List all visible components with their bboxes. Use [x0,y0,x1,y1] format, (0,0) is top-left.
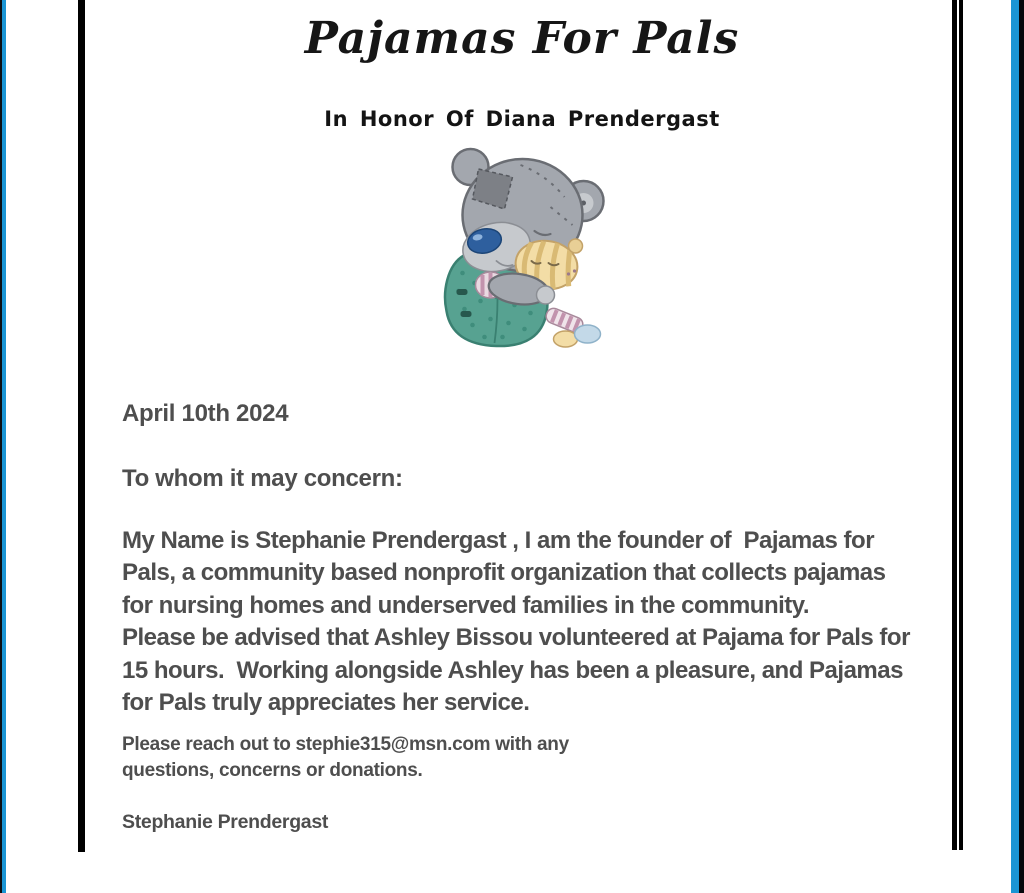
letter-salutation: To whom it may concern: [122,465,403,492]
screen-edge-blue-left [2,0,6,893]
teddy-bear-illustration [433,143,611,348]
screen-edge-blue-right [1011,0,1019,893]
letter-frame-bar-right-inner [959,0,963,850]
letter-paragraph-2: Please be advised that Ashley Bissou volunteered at Pajama for Pals for 15 hours. Working alongside Ashley has been a pleasure, and Pajamas for Pals truly appreciates her service. [122,624,917,717]
letter-content [85,12,952,834]
screen-edge-dark-right [1019,0,1024,893]
letter-frame-bar-left [78,0,85,852]
teddy-bear-image [433,143,611,348]
letter-title: Pajamas For Pals [304,13,740,64]
letter-paragraph-1: My Name is Stephanie Prendergast , I am the founder of Pajamas for Pals, a community based nonprofit organization that collects pajamas for nursing homes and underserved families in the community. [122,527,892,619]
letter-subtitle: In Honor Of Diana Prendergast [324,107,720,131]
letter-contact-note: Please reach out to stephie315@msn.com with any questions, concerns or donations. [122,734,574,782]
letter-signature: Stephanie Prendergast [122,811,329,834]
letter-date: April 10th 2024 [122,400,289,427]
letter-document [85,0,952,893]
letter-body [122,525,922,719]
letter-frame-bar-right-outer [952,0,957,850]
